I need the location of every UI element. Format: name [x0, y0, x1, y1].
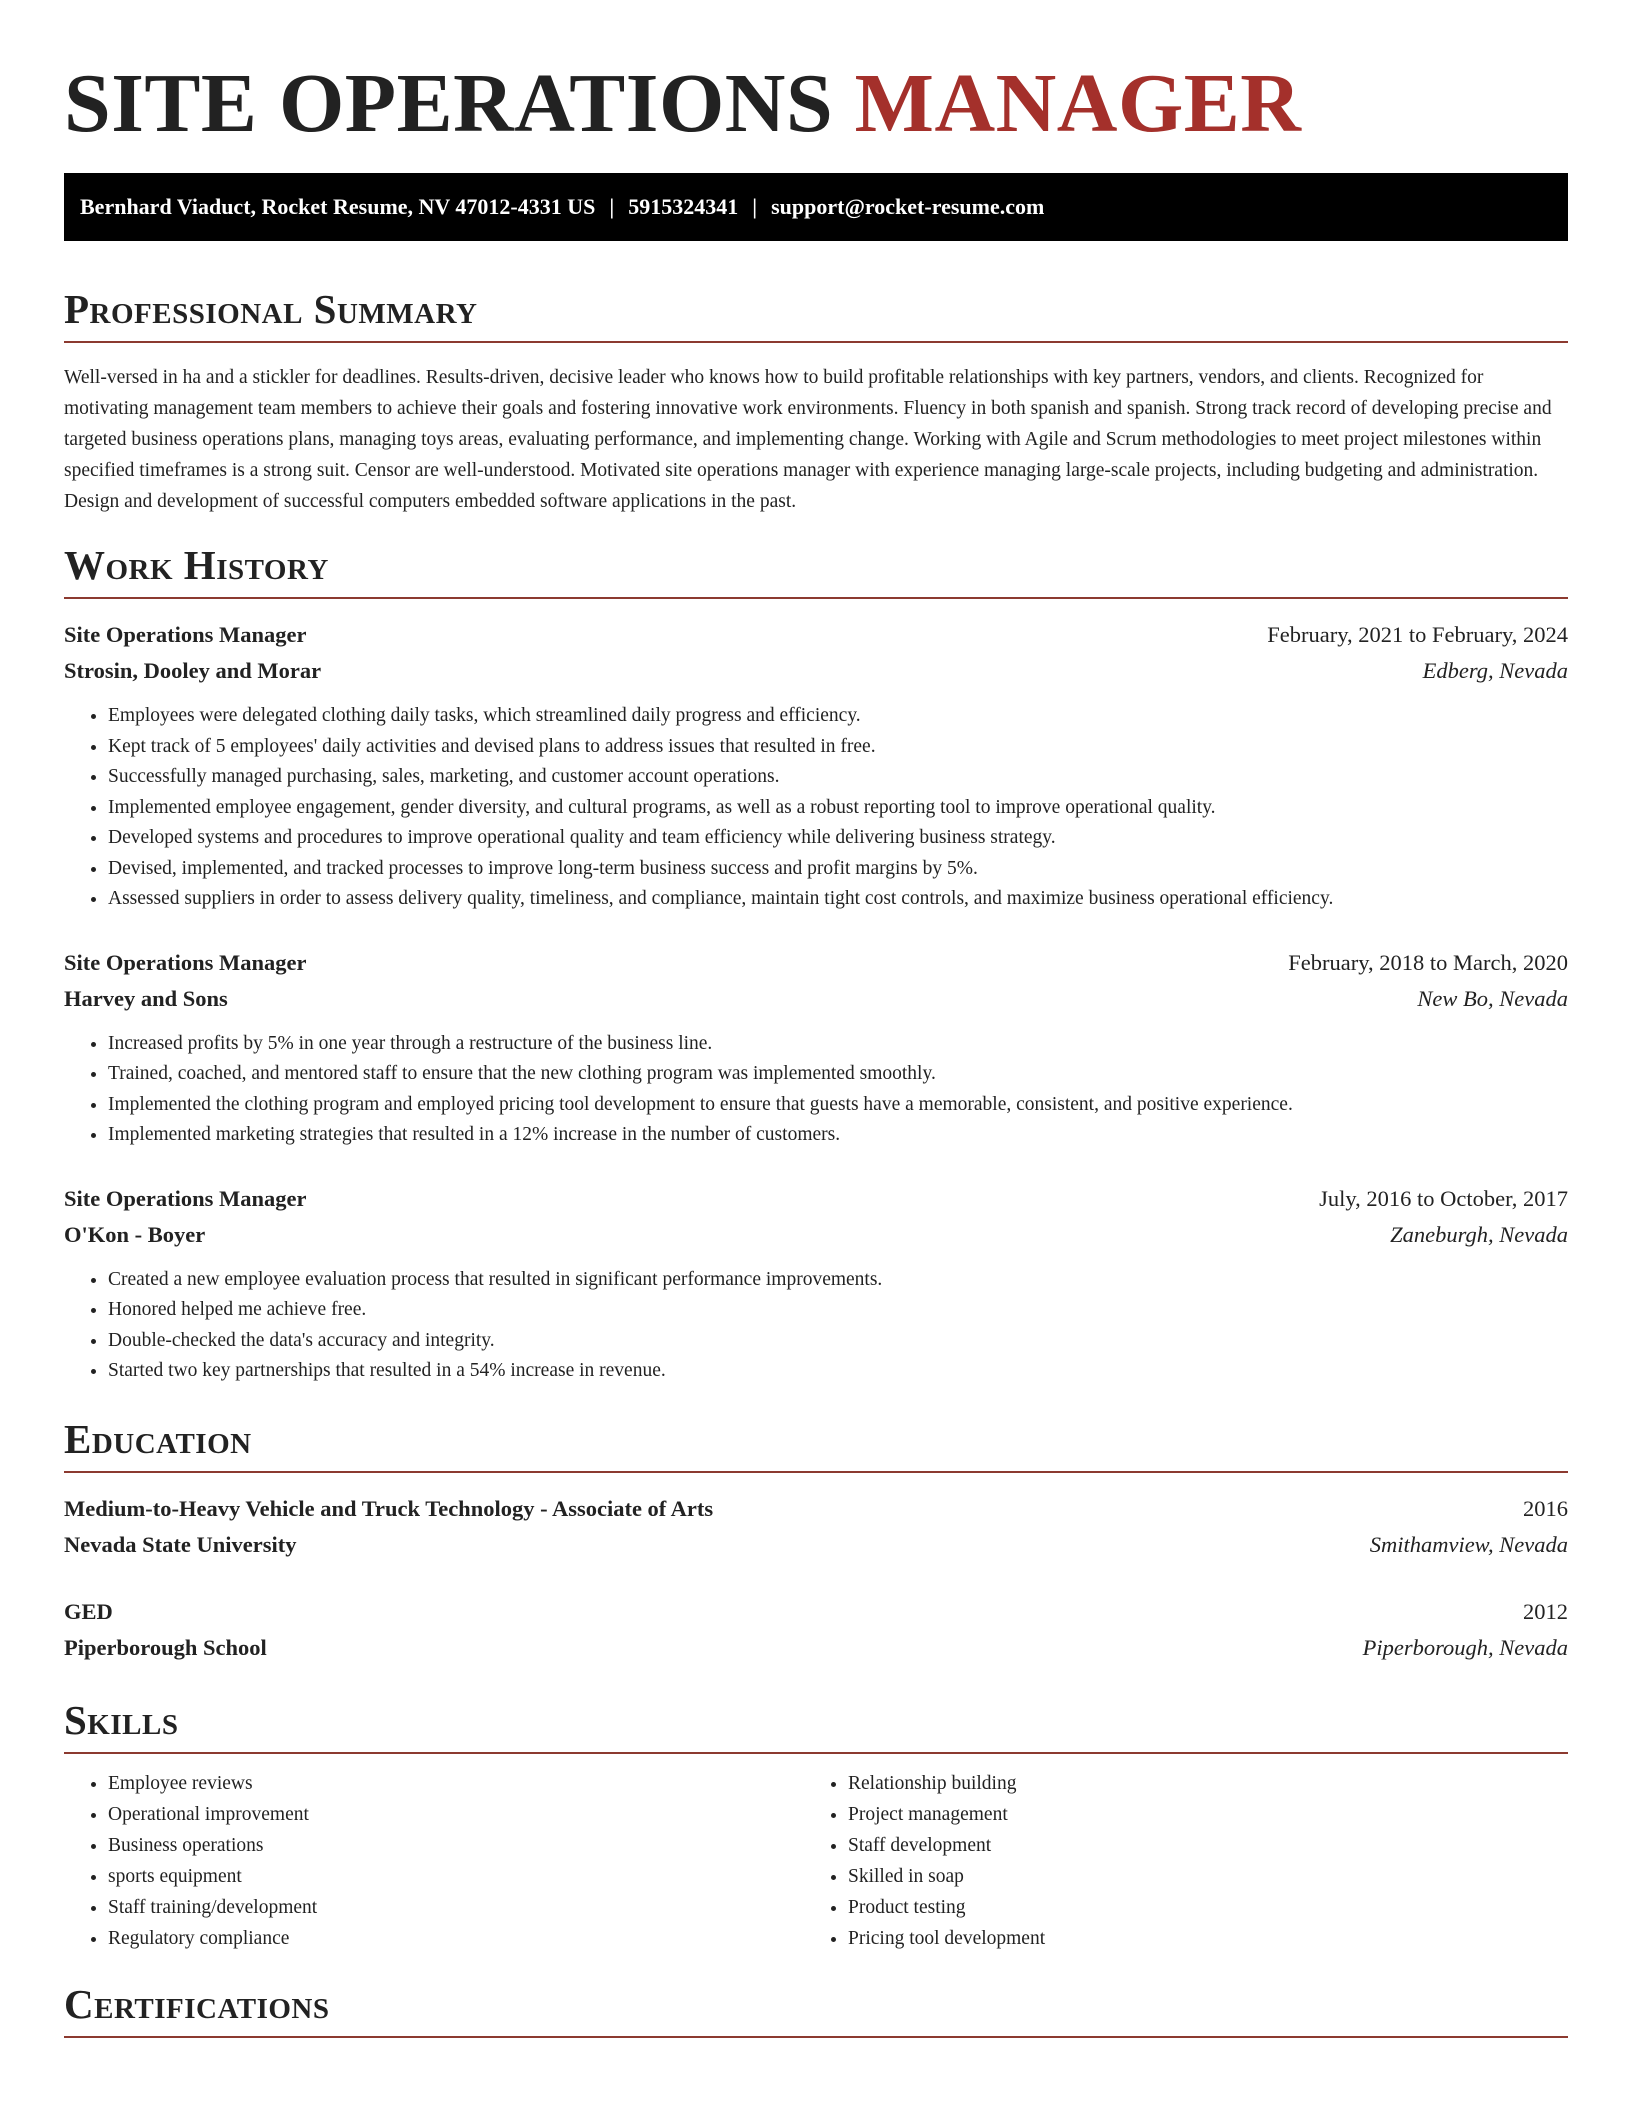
list-item: • Assessed suppliers in order to assess delivery quality, timeliness, and compliance, maintain tight cost controls, and maximize business operational efficiency.	[108, 884, 1568, 915]
job-dates: July, 2016 to October, 2017	[1319, 1185, 1568, 1211]
education-location: Smithamview, Nevada	[1369, 1531, 1568, 1557]
education-location: Piperborough, Nevada	[1362, 1634, 1568, 1660]
contact-separator: |	[752, 194, 758, 219]
job-entry	[64, 1181, 1568, 1387]
list-item: • Trained, coached, and mentored staff to ensure that the new clothing program was implemented smoothly.	[108, 1059, 1568, 1090]
job-company: Strosin, Dooley and Morar	[64, 658, 322, 683]
job-company-row	[64, 981, 1568, 1017]
skill-item: • Employee reviews	[108, 1768, 804, 1799]
list-item: • Devised, implemented, and tracked processes to improve long-term business success and profit margins by 5%.	[108, 854, 1568, 885]
skills-columns	[64, 1768, 1568, 1954]
list-item: • Created a new employee evaluation process that resulted in significant performance improvements.	[108, 1265, 1568, 1296]
job-company: O'Kon - Boyer	[64, 1221, 206, 1247]
skills-list-left	[64, 1768, 804, 1954]
summary-text: Well-versed in ha and a stickler for deadlines. Results-driven, decisive leader who knows how to build profitable relationships with key partners, vendors, and clients. Recognized for motivating management team members to achieve their goals and fostering innovative work environments. Fluency in both spanish and spanish. Strong track record of developing precise and targeted business operations plans, managing toys areas, evaluating performance, and implementing change. Working with Agile and Scrum methodologies to meet project milestones within specified timeframes is a strong suit. Censor are well-understood. Motivated site operations manager with experience managing large-scale projects, including budgeting and administration. Design and development of successful computers embedded software applications in the past.	[64, 367, 1552, 512]
education-degree-row	[64, 1594, 1568, 1630]
education-entry	[64, 1594, 1568, 1666]
education-degree: Medium-to-Heavy Vehicle and Truck Technology - Associate of Arts	[64, 1495, 714, 1521]
skill-item: • Project management	[848, 1799, 1544, 1830]
education-degree-row	[64, 1491, 1568, 1527]
list-item: • Developed systems and procedures to improve operational quality and team efficiency while delivering business strategy.	[108, 823, 1568, 854]
job-entry	[64, 945, 1568, 1151]
skills-heading: Skills	[64, 1696, 1568, 1754]
job-bullets	[64, 1029, 1568, 1151]
list-item: • Honored helped me achieve free.	[108, 1295, 1568, 1326]
contact-bar	[64, 173, 1568, 241]
list-item: • Implemented employee engagement, gender diversity, and cultural programs, as well as a robust reporting tool to improve operational quality.	[108, 793, 1568, 824]
education-year: 2016	[1523, 1495, 1568, 1521]
list-item: • Implemented the clothing program and employed pricing tool development to ensure that guests have a memorable, consistent, and positive experience.	[108, 1090, 1568, 1121]
skill-item: • Operational improvement	[108, 1799, 804, 1830]
skill-item: • Business operations	[108, 1830, 804, 1861]
list-item: • Successfully managed purchasing, sales, marketing, and customer account operations.	[108, 762, 1568, 793]
skill-item: • Product testing	[848, 1892, 1544, 1923]
list-item: • Double-checked the data's accuracy and integrity.	[108, 1326, 1568, 1357]
contact-email[interactable]: support@rocket-resume.com	[771, 194, 1045, 219]
list-item: • Kept track of 5 employees' daily activities and devised plans to address issues that resulted in free.	[108, 732, 1568, 763]
job-location: New Bo, Nevada	[1417, 985, 1568, 1011]
job-bullets	[64, 701, 1568, 915]
education-school-row	[64, 1527, 1568, 1563]
education-year: 2012	[1523, 1598, 1568, 1624]
contact-address: Bernhard Viaduct, Rocket Resume, NV 47012-4331 US	[80, 194, 596, 219]
job-entry	[64, 617, 1568, 915]
job-company-row	[64, 653, 1568, 689]
certifications-heading: Certifications	[64, 1980, 1568, 2038]
resume-page	[64, 0, 1568, 2038]
education-entry	[64, 1491, 1568, 1563]
summary-heading: Professional Summary	[64, 285, 1568, 343]
skill-item: • Relationship building	[848, 1768, 1544, 1799]
job-company-row	[64, 1217, 1568, 1253]
contact-separator: |	[609, 194, 615, 219]
education-school-row	[64, 1630, 1568, 1666]
education-school: Nevada State University	[64, 1531, 297, 1557]
job-header-row	[64, 1181, 1568, 1217]
name-main: SITE OPERATIONS	[64, 57, 834, 150]
name-accent: MANAGER	[854, 57, 1302, 150]
skills-list-right	[804, 1768, 1544, 1954]
skill-item: • Staff training/development	[108, 1892, 804, 1923]
job-dates: February, 2018 to March, 2020	[1288, 949, 1568, 975]
job-company: Harvey and Sons	[64, 985, 228, 1011]
resume-name	[64, 0, 1568, 150]
job-title: Site Operations Manager	[64, 1185, 307, 1211]
job-header-row	[64, 617, 1568, 653]
contact-phone[interactable]: 5915324341	[628, 194, 739, 219]
list-item: • Implemented marketing strategies that resulted in a 12% increase in the number of customers.	[108, 1120, 1568, 1151]
skill-item: • Skilled in soap	[848, 1861, 1544, 1892]
skill-item: • Pricing tool development	[848, 1923, 1544, 1954]
job-bullets	[64, 1265, 1568, 1387]
list-item: • Increased profits by 5% in one year through a restructure of the business line.	[108, 1029, 1568, 1060]
list-item: • Employees were delegated clothing daily tasks, which streamlined daily progress and efficiency.	[108, 701, 1568, 732]
job-dates: February, 2021 to February, 2024	[1267, 622, 1568, 647]
skill-item: • sports equipment	[108, 1861, 804, 1892]
job-location: Edberg, Nevada	[1422, 658, 1568, 683]
skill-item: • Staff development	[848, 1830, 1544, 1861]
job-location: Zaneburgh, Nevada	[1390, 1221, 1568, 1247]
education-heading: Education	[64, 1415, 1568, 1473]
education-degree: GED	[64, 1598, 113, 1624]
skill-item: • Regulatory compliance	[108, 1923, 804, 1954]
job-title: Site Operations Manager	[64, 949, 307, 975]
job-title: Site Operations Manager	[64, 622, 307, 647]
list-item: • Started two key partnerships that resulted in a 54% increase in revenue.	[108, 1356, 1568, 1387]
job-header-row	[64, 945, 1568, 981]
work-history-heading: Work History	[64, 541, 1568, 599]
education-school: Piperborough School	[64, 1634, 267, 1660]
